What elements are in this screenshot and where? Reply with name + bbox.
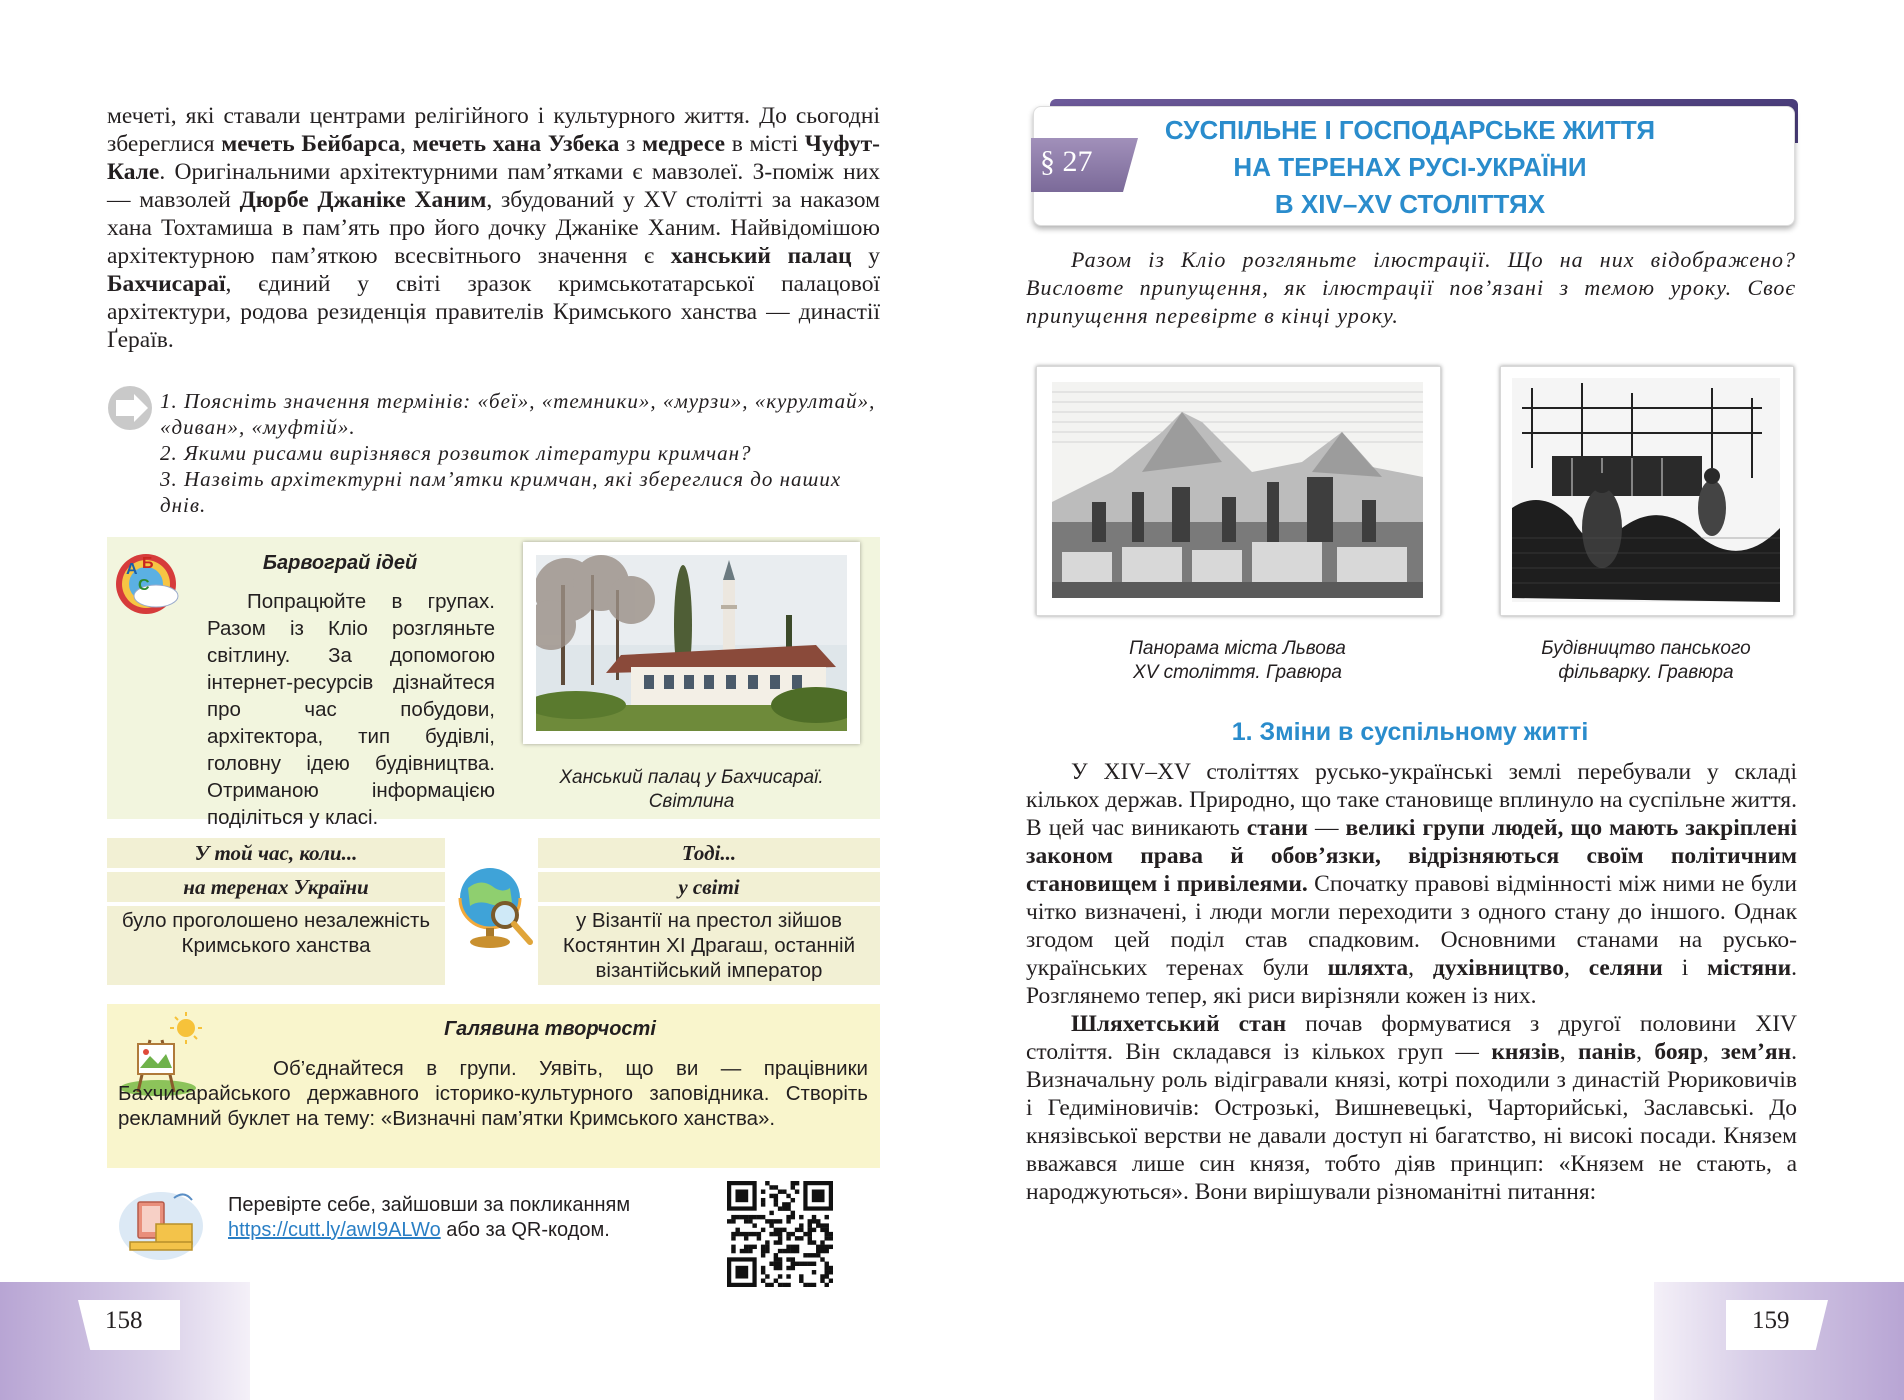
check-link[interactable]: https://cutt.ly/awI9ALWo [228,1219,441,1241]
galyavyna-text [118,1056,868,1131]
palace-caption-line1: Ханський палац у Бахчисараї. [559,767,824,788]
globe-magnifier-icon [450,860,540,960]
lviv-caption-line1: Панорама міста Львова [1129,638,1346,659]
chapter-title-line3: В XIV–XV СТОЛІТТЯХ [1274,189,1546,219]
left-page-number: 158 [105,1307,143,1334]
right-paragraph-1: У XIV–XV століттях русько-українські землі перебували у складі кількох держав. Природно, що таке становище вплинуло на суспільне життя. В цей час виникають стани — великі групи людей, що мають закріплені законом права й обов’язки, відрізняються своїм політичним становищем і привілеями. Спочатку правові відмінності між ними не були чітко визначені, і люди могли переходити з одного стану до іншого. Однак згодом цей поділ став спадковим. Основними станами на русько-українських теренах були шляхта, духівництво, селяни і містяни. Розглянемо тепер, які риси вирізняли кожен із них. [1026,759,1798,1009]
check-line2-rest: або за QR-кодом. [440,1219,610,1241]
question-3: 3. Назвіть архітектурні пам’ятки кримчан, які збереглися до наших днів. [160,467,842,517]
question-arrow-icon [108,386,152,430]
right-page-number: 159 [1752,1307,1790,1334]
lviv-caption [1036,637,1439,685]
check-yourself-text [228,1193,708,1243]
timeline-right-text: у Візантії на престол зійшов Костянтин ХІ Драгаш, останній візантійський імператор [538,906,880,985]
qr-code-icon[interactable] [727,1181,833,1287]
check-line2 [228,1218,708,1243]
timeline-left-text: було проголошено незалежність Кримського ханства [107,906,445,985]
galyavyna-title: Галявина творчості [444,1018,656,1040]
chapter-title [1100,112,1720,223]
khan-palace-photo [536,555,847,731]
timeline-right-header1: Тоді... [538,838,880,868]
timeline-left-header2: на теренах України [107,872,445,902]
lviv-caption-line2: XV століття. Гравюра [1133,662,1342,683]
right-body-text [1026,758,1797,1206]
svg-text:Б: Б [142,555,154,572]
chapter-title-line2: НА ТЕРЕНАХ РУСІ-УКРАЇНИ [1233,152,1587,182]
review-questions [160,388,880,518]
svg-text:С: С [138,577,150,594]
left-body-text: мечеті, які ставали центрами релігійного і культурного життя. До сьогодні збереглися мечеть Бейбарса, мечеть хана Узбека з медресе в місті Чуфут-Кале. Оригінальними архітектурними пам’ятками є мавзолеї. З-поміж них — мавзолей Дюрбе Джаніке Ханим, збудований у XV столітті за наказом хана Тохтамиша в пам’ять про його дочку Джаніке Ханим. Найвідомішою архітектурною пам’яткою всесвітнього значення є ханський палац у Бахчисараї, єдиний у світі зразок кримськотатарської палацової архітектури, родова резиденція правителів Кримського ханства — династії Ґераїв. [107,103,881,353]
barvohrai-text: Попрацюйте в групах. Разом із Кліо розгляньте світлину. За допомогою інтернет-ресурсів дізнайтеся про час побудови, архітектора, тип будівлі, головну ідею будівництва. Отриманою інформацією поділіться у класі. [207,590,495,829]
question-1: 1. Поясніть значення термінів: «беї», «темники», «мурзи», «курултай», «диван», «муфтій». [160,389,876,439]
palace-caption-line2: Світлина [648,791,735,812]
lesson-intro: Разом із Кліо розгляньте ілюстрації. Що на них відображено? Висловте припущення, як ілюстрації пов’язані з темою уроку. Своє припущення перевірте в кінці уроку. [1026,247,1796,328]
abc-palette-icon [108,548,186,618]
computer-icon [116,1184,206,1264]
lviv-panorama-engraving [1052,382,1423,598]
palace-photo-caption [523,766,860,814]
svg-text:А: А [126,561,138,578]
chapter-title-line1: СУСПІЛЬНЕ І ГОСПОДАРСЬКЕ ЖИТТЯ [1164,115,1656,145]
question-2: 2. Якими рисами вирізнявся розвиток літератури кримчан? [160,441,752,465]
galyavyna-text-content: Об’єднайтеся в групи. Уявіть, що ви — працівники Бахчисарайського державного історико-культурного заповідника. Створіть рекламний буклет на тему: «Визначні пам’ятки Кримського ханства». [118,1057,868,1130]
folwark-caption-line2: фільварку. Гравюра [1558,662,1734,683]
barvohrai-title: Барвограй ідей [262,552,418,574]
folwark-caption [1500,637,1792,685]
timeline-left-header1: У той час, коли... [107,838,445,868]
folwark-caption-line1: Будівництво панського [1541,638,1751,659]
folwark-construction-engraving [1512,378,1780,602]
timeline-right-header2: у світі [538,872,880,902]
right-paragraph-2: Шляхетський стан почав формуватися з другої половини XIV століття. Він складався із кількох груп — князів, панів, бояр, зем’ян. Визначальну роль відігравали князі, котрі походили з династій Рюриковичів і Гедиміновичів: Острозькі, Вишневецькі, Чарторийські, Заславські. До князівської верстви не давали доступ ні багатство, ні високі посади. Князем вважався лише син князя, тобто діяв принцип: «Князем не стають, а народжуються». Вони вирішували різноманітні питання: [1026,1011,1798,1205]
section-title: 1. Зміни в суспільному житті [1231,718,1589,746]
check-line1: Перевірте себе, зайшовши за покликанням [228,1194,631,1216]
section-number: § 27 [1040,145,1093,178]
